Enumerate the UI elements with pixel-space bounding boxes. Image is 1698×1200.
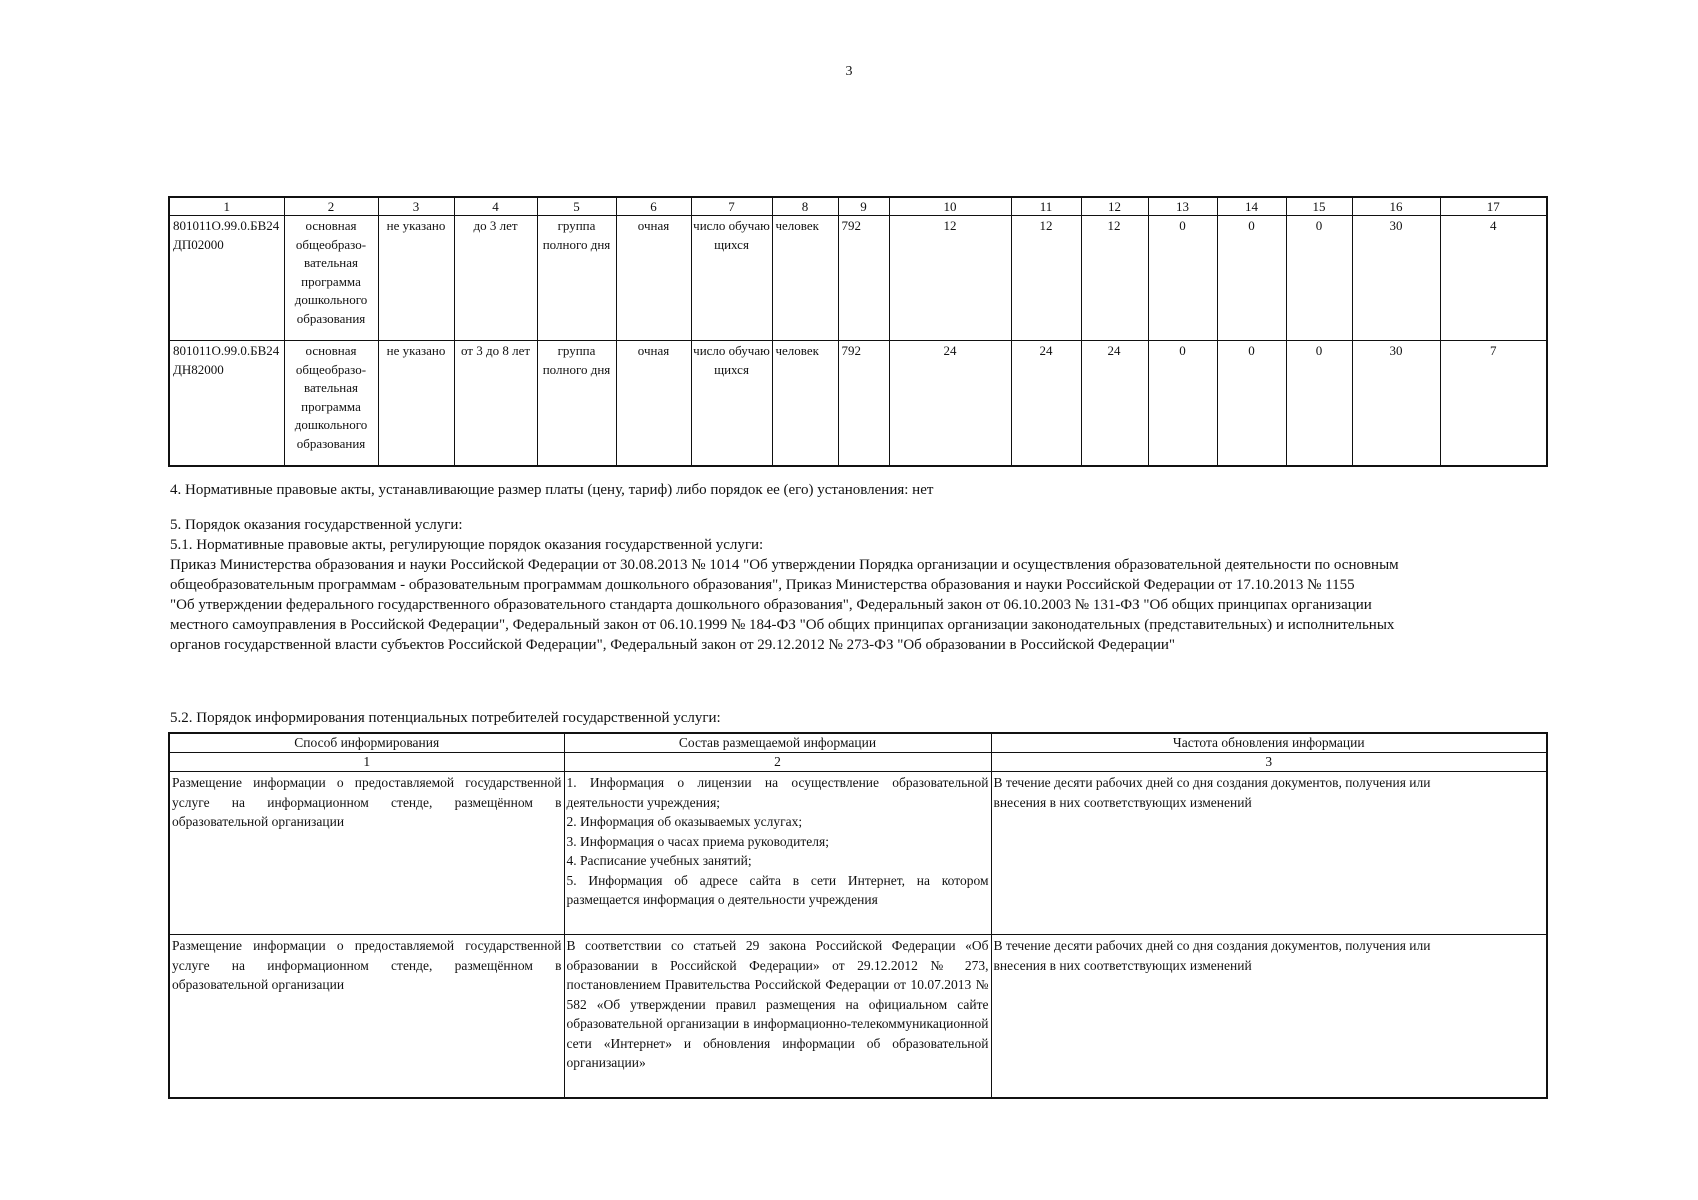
legal-acts-line: "Об утверждении федерального государственного образовательного стандарта дошкольного образования", Федеральный закон от 06.10.2003 № 131-ФЗ "Об общих принципах организации — [170, 597, 1372, 613]
list-item: 4. Расписание учебных занятий; — [566, 853, 752, 868]
column-number: 15 — [1286, 197, 1352, 216]
legal-acts-line: местного самоуправления в Российской Федерации", Федеральный закон от 06.10.1999 № 184-ФЗ "Об общих принципах организации законодательных (представительных) и исполнительных — [170, 617, 1395, 633]
info-content: В соответствии со статьей 29 закона Российской Федерации «Об образовании в Российской Федерации» от 29.12.2012 № 273, постановлением Правительства Российской Федерации от 10.07.2013 № 582 «Об утверждении правил размещения на официальном сайте образовательной организации в информационно-телекоммуникационной сети «Интернет» и обновления информации об образовательной организации» — [564, 935, 991, 1099]
value-c10: 12 — [889, 216, 1011, 341]
column-number: 16 — [1352, 197, 1440, 216]
column-number: 3 — [378, 197, 454, 216]
info-table-header-row — [169, 733, 1547, 753]
volume-table-header-row — [169, 197, 1547, 216]
table-row — [169, 935, 1547, 1099]
column-number: 1 — [169, 197, 284, 216]
indicator-name: число обучающихся — [691, 216, 772, 341]
service-code: 801011О.99.0.БВ24ДН82000 — [169, 341, 284, 467]
table-row — [169, 772, 1547, 935]
legal-acts-line: органов государственной власти субъектов Российской Федерации", Федеральный закон от 29.12.2012 № 273-ФЗ "Об образовании в Российской Федерации" — [170, 637, 1176, 653]
value-c17: 7 — [1440, 341, 1547, 467]
info-table-number-row — [169, 753, 1547, 772]
info-method: Размещение информации о предоставляемой государственной услуге на информационном стенде, размещённом в образовательной организации — [169, 772, 564, 935]
value-c11: 24 — [1011, 341, 1081, 467]
info-content-list — [564, 772, 991, 935]
value-c15: 0 — [1286, 216, 1352, 341]
value-c14: 0 — [1217, 341, 1286, 467]
value-c14: 0 — [1217, 216, 1286, 341]
column-number: 17 — [1440, 197, 1547, 216]
column-number: 2 — [284, 197, 378, 216]
legal-acts-line: Приказ Министерства образования и науки Российской Федерации от 30.08.2013 № 1014 "Об утверждении Порядка организации и осуществления образовательной деятельности по основным — [170, 557, 1399, 573]
value-c13: 0 — [1148, 216, 1217, 341]
table-row — [169, 341, 1547, 467]
column-number: 9 — [838, 197, 889, 216]
column-number: 5 — [537, 197, 616, 216]
column-number: 13 — [1148, 197, 1217, 216]
section-5-2-title: 5.2. Порядок информирования потенциальных потребителей государственной услуги: — [170, 710, 721, 726]
value-c16: 30 — [1352, 216, 1440, 341]
info-frequency: В течение десяти рабочих дней со дня создания документов, получения или внесения в них соответствующих изменений — [991, 935, 1547, 1099]
column-number: 3 — [991, 753, 1547, 772]
value-c10: 24 — [889, 341, 1011, 467]
program-name: основная общеобразо-вательная программа дошкольного образования — [284, 341, 378, 467]
header-content: Состав размещаемой информации — [564, 733, 991, 753]
info-method: Размещение информации о предоставляемой государственной услуге на информационном стенде, размещённом в образовательной организации — [169, 935, 564, 1099]
column-number: 8 — [772, 197, 838, 216]
list-item: 1. Информация о лицензии на осуществление образовательной деятельности учреждения; — [566, 775, 989, 810]
value-c16: 30 — [1352, 341, 1440, 467]
unit-name: человек — [772, 341, 838, 467]
header-method: Способ информирования — [169, 733, 564, 753]
header-frequency: Частота обновления информации — [991, 733, 1547, 753]
list-item: 2. Информация об оказываемых услугах; — [566, 814, 803, 829]
table-row — [169, 216, 1547, 341]
stay-mode: группа полного дня — [537, 216, 616, 341]
age-group: от 3 до 8 лет — [454, 341, 537, 467]
section-5-1-body — [170, 555, 1540, 655]
service-code: 801011О.99.0.БВ24ДП02000 — [169, 216, 284, 341]
unit-code: 792 — [838, 341, 889, 467]
list-item: 5. Информация об адресе сайта в сети Интернет, на котором размещается информация о деятельности учреждения — [566, 872, 989, 907]
column-number: 7 — [691, 197, 772, 216]
legal-acts-line: общеобразовательным программам - образовательным программам дошкольного образования", Приказ Министерства образования и науки Российской Федерации от 17.10.2013 № 1155 — [170, 577, 1355, 593]
value-c17: 4 — [1440, 216, 1547, 341]
column-number: 11 — [1011, 197, 1081, 216]
column-number: 6 — [616, 197, 691, 216]
program-name: основная общеобразо-вательная программа дошкольного образования — [284, 216, 378, 341]
cell-c3: не указано — [378, 216, 454, 341]
info-frequency: В течение десяти рабочих дней со дня создания документов, получения или внесения в них соответствующих изменений — [991, 772, 1547, 935]
list-item: 3. Информация о часах приема руководителя; — [566, 833, 829, 849]
age-group: до 3 лет — [454, 216, 537, 341]
unit-name: человек — [772, 216, 838, 341]
stay-mode: группа полного дня — [537, 341, 616, 467]
value-c15: 0 — [1286, 341, 1352, 467]
column-number: 4 — [454, 197, 537, 216]
section-5-title: 5. Порядок оказания государственной услуги: — [170, 517, 463, 533]
column-number: 14 — [1217, 197, 1286, 216]
volume-table — [168, 196, 1548, 467]
page-number: 3 — [845, 64, 853, 79]
study-form: очная — [616, 216, 691, 341]
section-4-text: 4. Нормативные правовые акты, устанавливающие размер платы (цену, тариф) либо порядок ее (его) установления: нет — [170, 482, 934, 498]
value-c12: 12 — [1081, 216, 1148, 341]
value-c12: 24 — [1081, 341, 1148, 467]
cell-c3: не указано — [378, 341, 454, 467]
information-table — [168, 732, 1548, 1099]
column-number: 2 — [564, 753, 991, 772]
section-5-1-title: 5.1. Нормативные правовые акты, регулирующие порядок оказания государственной услуги: — [170, 537, 764, 553]
unit-code: 792 — [838, 216, 889, 341]
indicator-name: число обучающихся — [691, 341, 772, 467]
column-number: 1 — [169, 753, 564, 772]
value-c13: 0 — [1148, 341, 1217, 467]
value-c11: 12 — [1011, 216, 1081, 341]
column-number: 10 — [889, 197, 1011, 216]
study-form: очная — [616, 341, 691, 467]
column-number: 12 — [1081, 197, 1148, 216]
